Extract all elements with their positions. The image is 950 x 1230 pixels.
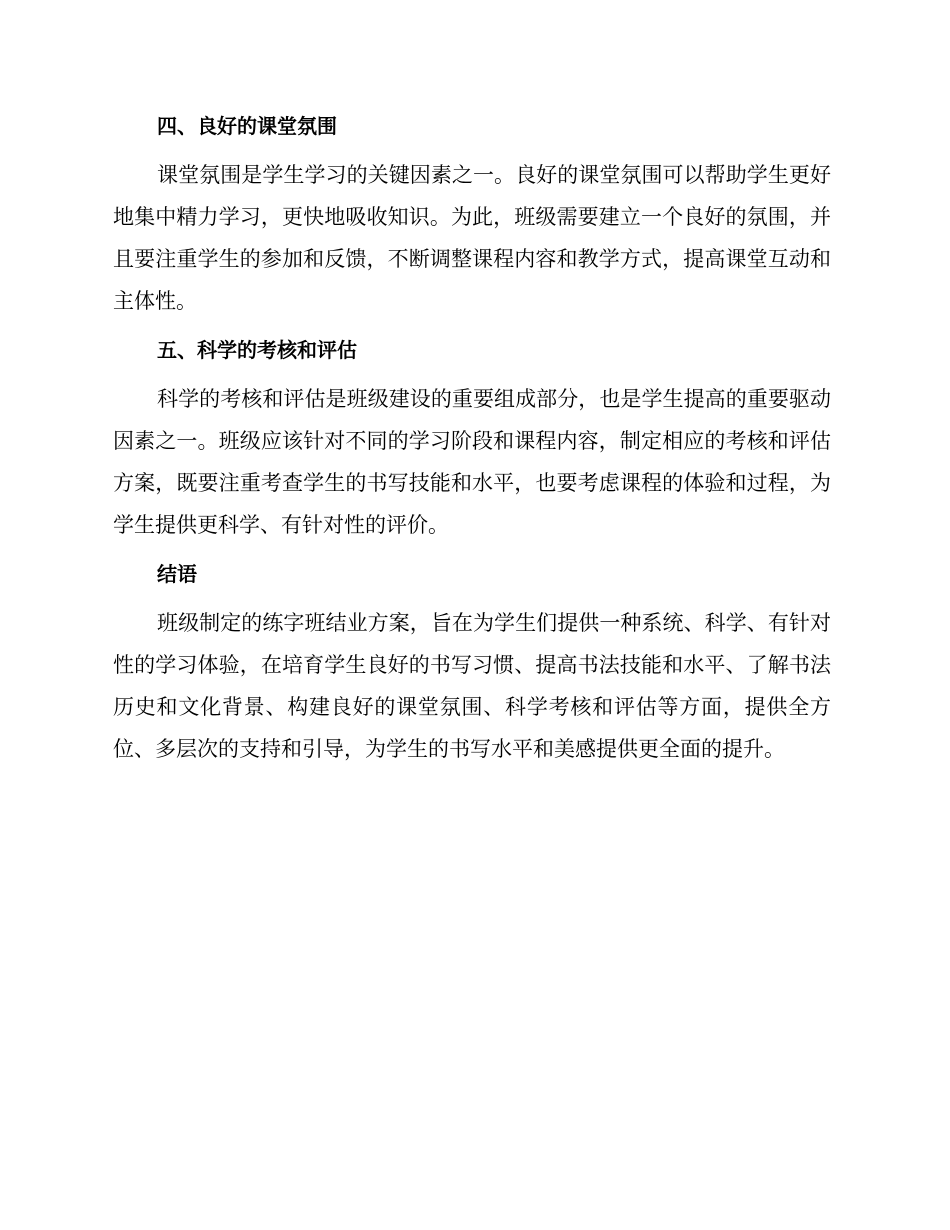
section-paragraph-classroom-atmosphere: 课堂氛围是学生学习的关键因素之一。良好的课堂氛围可以帮助学生更好地集中精力学习，更快地吸收知识。为此，班级需要建立一个良好的氛围，并且要注重学生的参加和反馈，不断调整课程内容和教学方式，提高课堂互动和主体性。 xyxy=(113,163,831,313)
section-paragraph-assessment: 科学的考核和评估是班级建设的重要组成部分，也是学生提高的重要驱动因素之一。班级应该针对不同的学习阶段和课程内容，制定相应的考核和评估方案，既要注重考查学生的书写技能和水平，也要考虑课程的体验和过程，为学生提供更科学、有针对性的评价。 xyxy=(113,387,831,537)
section-heading-assessment: 五、科学的考核和评估 xyxy=(157,338,357,362)
section-heading-conclusion: 结语 xyxy=(157,562,197,586)
document-body xyxy=(113,108,831,780)
section-paragraph-conclusion: 班级制定的练字班结业方案，旨在为学生们提供一种系统、科学、有针对性的学习体验，在培育学生良好的书写习惯、提高书法技能和水平、了解书法历史和文化背景、构建良好的课堂氛围、科学考核和评估等方面，提供全方位、多层次的支持和引导，为学生的书写水平和美感提供更全面的提升。 xyxy=(113,611,831,761)
section-heading-classroom-atmosphere: 四、良好的课堂氛围 xyxy=(157,114,337,138)
